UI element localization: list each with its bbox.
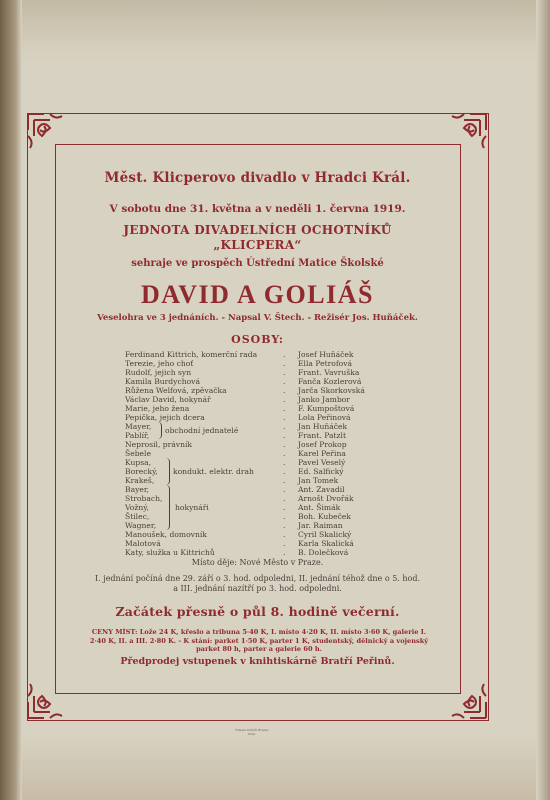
page-shadow-left [0,0,22,800]
cast-row [125,404,405,413]
leader-dots: . [283,431,289,440]
group-brace [165,485,170,530]
leader-dots: . [283,476,289,485]
cast-actor: F. Kumpoštová [298,404,355,413]
group-brace [157,422,162,439]
cast-role: Ferdinand Kittrich, komerční rada [125,350,258,359]
leader-dots: . [283,404,289,413]
leader-dots: . [283,539,289,548]
cast-actor: Josef Prokop [298,440,347,449]
benefit-line: sehraje ve prospěch Ústřední Matice Školské [131,258,384,269]
leader-dots: . [283,359,289,368]
cast-actor: Frant. Vavruška [298,368,360,377]
group-label-conductors: kondukt. elektr. drah [173,467,254,476]
leader-dots: . [283,395,289,404]
leader-dots: . [283,548,289,557]
cast-actor: Josef Huňáček [298,350,354,359]
cast-row [125,359,405,368]
cast-role: Václav David, hokynář [125,395,211,404]
cast-row [125,548,405,557]
act-schedule-line2: a III. jednání nazítří po 3. hod. odpoledni. [173,584,342,593]
start-time: Začátek přesně o půl 8. hodině večerní. [115,604,400,619]
cast-role: Kamila Burdychová [125,377,200,386]
corner-ornament-icon [446,110,490,154]
cast-role: Terezie, jeho choť [125,359,194,368]
cast-row [125,449,405,458]
cast-role: Marie, jeho žena [125,404,190,413]
company-name: JEDNOTA DIVADELNÍCH OCHOTNÍKŮ [123,223,392,237]
leader-dots: . [283,485,289,494]
cast-role: Manoušek, domovník [125,530,207,539]
cast-row [125,413,405,422]
cast-role: Malotová [125,539,161,548]
leader-dots: . [283,503,289,512]
corner-ornament-icon [24,678,68,722]
page-shadow-bottom [0,735,550,800]
cast-role: Rudolf, jejich syn [125,368,192,377]
leader-dots: . [283,440,289,449]
cast-role: Wagner, [125,521,157,530]
cast-actor: Jarča Skorkovská [298,386,365,395]
act-schedule-line1: I. jednání počíná dne 29. září o 3. hod. odpoledni, II. jednání téhož dne o 5. hod. [94,574,421,583]
cast-actor: Cyril Skalický [298,530,352,539]
ticket-prices: CENY MÍST: Lože 24 K, křeslo a tribuna 5·40 K, I. místo 4·20 K, II. místo 3·60 K, galerie I. 2·40 K, II. a III. 2·80 K. - K stání: parket 1·50 K, parter 1 K, studentský, dělnický a vojenský parket 80 h, parter a galerie 60 h. [89,628,429,653]
page-shadow-right [536,0,550,800]
leader-dots: . [283,512,289,521]
presale-info: Předprodej vstupenek v knihtiskárně Bratří Peřinů. [120,656,395,667]
cast-role: Krakeš, [125,476,155,485]
theatre-name: Měst. Klicperovo divadlo v Hradci Král. [104,170,411,186]
cast-role: Šebele [125,449,151,458]
cast-heading: OSOBY: [231,333,284,346]
cast-role: Štilec, [125,512,150,521]
cast-actor: Pavel Veselý [298,458,346,467]
company-nickname: „KLICPERA“ [213,238,302,252]
cast-actor: Janko Jambor [298,395,350,404]
page-shadow-top [0,0,550,62]
cast-actor: B. Dolečková [298,548,349,557]
leader-dots: . [283,386,289,395]
group-label-merchants: obchodní jednatelé [165,426,239,435]
leader-dots: . [283,449,289,458]
cast-actor: Fanča Kozlerová [298,377,362,386]
leader-dots: . [283,368,289,377]
group-label-porters: hokynáři [175,503,209,512]
corner-ornament-icon [446,678,490,722]
leader-dots: . [283,413,289,422]
leader-dots: . [283,467,289,476]
cast-role: Katy, služka u Kittrichů [125,548,215,557]
cast-actor: Ed. Salfický [298,467,344,476]
cast-actor: Jan Tomek [298,476,339,485]
cast-role: Růžena Welfová, zpěvačka [125,386,227,395]
printer-stamp: Tiskem Peřinů Hradec Král. [235,728,269,736]
cast-actor: Jan Huňáček [298,422,348,431]
cast-role: Pepička, jejich dcera [125,413,205,422]
leader-dots: . [283,530,289,539]
cast-row [125,350,405,359]
cast-actor: Lola Peřinová [298,413,351,422]
cast-row [125,395,405,404]
cast-row [125,440,405,449]
corner-ornament-icon [24,110,68,154]
cast-row [125,368,405,377]
performance-dates: V sobotu dne 31. května a v neděli 1. června 1919. [109,203,406,215]
leader-dots: . [283,350,289,359]
leader-dots: . [283,521,289,530]
cast-actor: Ant. Šimák [298,503,341,512]
cast-role: Neprosil, právník [125,440,193,449]
cast-row [125,386,405,395]
leader-dots: . [283,377,289,386]
cast-actor: Karla Skalická [298,539,354,548]
cast-row [125,539,405,548]
play-title: DAVID A GOLIÁŠ [141,280,374,309]
cast-role: Vožný, [125,503,149,512]
cast-actor: Frant. Patzlt [298,431,347,440]
leader-dots: . [283,458,289,467]
cast-role: Kupsa, [125,458,152,467]
cast-role: Bayer, [125,485,150,494]
cast-role: Borecký, [125,467,158,476]
group-brace [165,458,170,485]
cast-role: Mayer, [125,422,152,431]
cast-actor: Arnošt Dvořák [298,494,354,503]
cast-role: Pablíř, [125,431,150,440]
cast-row [125,377,405,386]
place-of-action: Místo děje: Nové Město v Praze. [191,558,324,567]
cast-role: Strobach, [125,494,163,503]
cast-actor: Karel Peřina [298,449,346,458]
cast-actor: Ant. Zavadil [298,485,345,494]
cast-actor: Jar. Raiman [298,521,343,530]
cast-actor: Boh. Kubeček [298,512,351,521]
leader-dots: . [283,422,289,431]
play-subtitle: Veselohra ve 3 jednáních. - Napsal V. Štech. - Režisér Jos. Huňáček. [97,313,418,323]
cast-actor: Ella Petrofová [298,359,353,368]
cast-row [125,530,405,539]
leader-dots: . [283,494,289,503]
